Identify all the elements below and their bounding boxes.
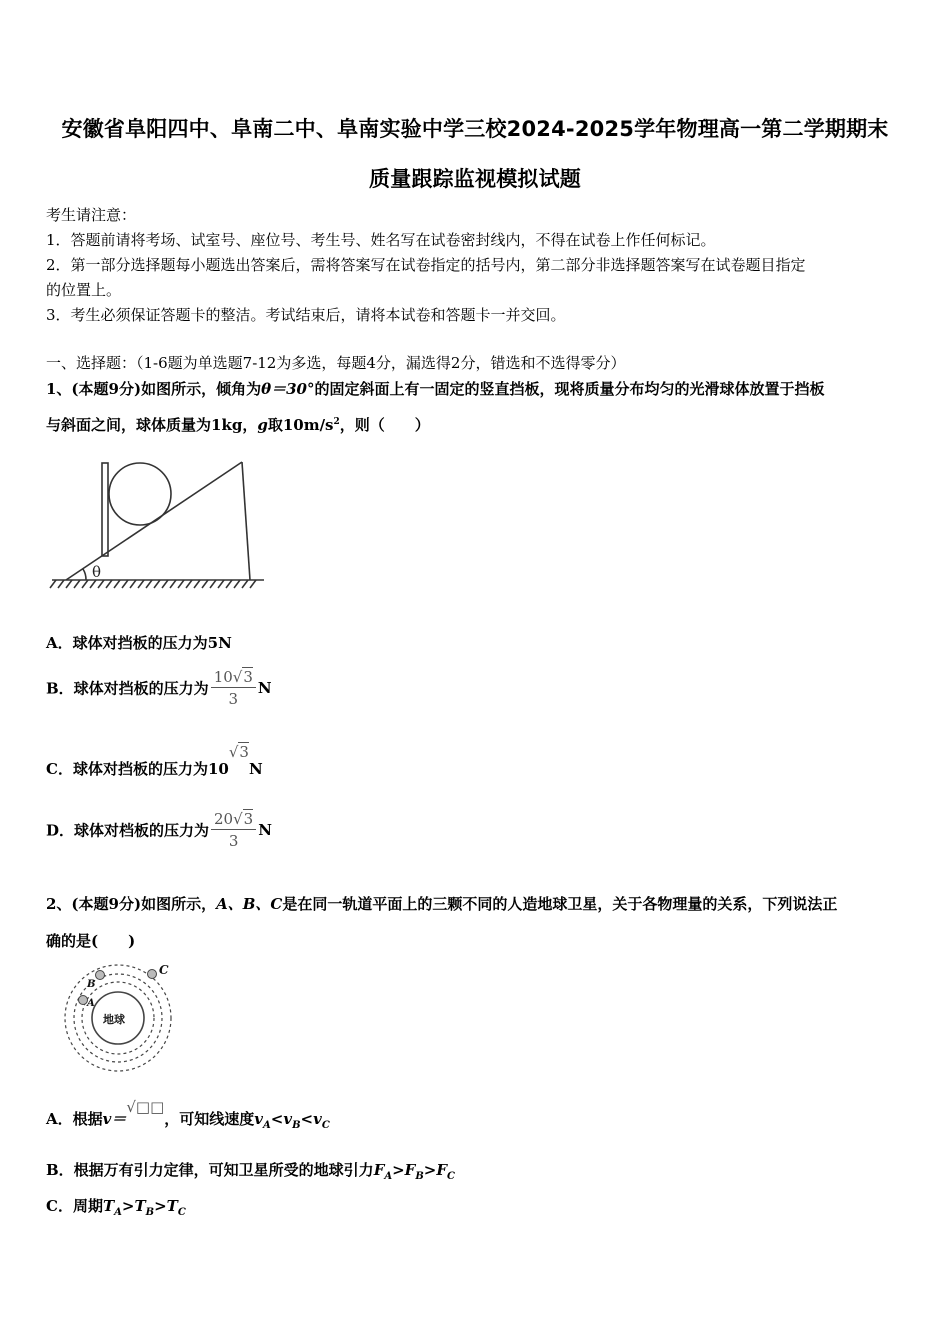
- q1-stem-a: 1、(本题9分)如图所示，倾角为: [46, 380, 262, 398]
- q1-option-b-prefix: B．球体对挡板的压力为: [46, 679, 209, 698]
- q1-theta: θ＝30°: [261, 380, 315, 398]
- q1-exp: 2: [333, 417, 340, 427]
- q1-b-den: 3: [228, 690, 239, 708]
- sub-a: A: [384, 1171, 393, 1182]
- q1-option-c-unit: N: [248, 760, 263, 778]
- satellite-c: [148, 970, 157, 979]
- q1-d-coef: 20: [214, 810, 234, 828]
- t-sym: T: [102, 1197, 115, 1215]
- q1-stem-line2: [46, 414, 910, 435]
- q1-option-b-fraction: $\frac{10√3}{3}$: [211, 668, 256, 708]
- gt-f: >F: [392, 1161, 416, 1179]
- angle-arc: [83, 569, 86, 580]
- ball: [109, 463, 171, 525]
- q1-option-d-fraction: $\frac{20√3}{3}$: [211, 810, 256, 850]
- label-a: A: [87, 998, 95, 1009]
- q1-option-a: A．球体对挡板的压力为5N: [46, 634, 232, 652]
- orbit-figure: [56, 958, 186, 1078]
- ground-hatching: [50, 580, 256, 588]
- section-heading: 一、选择题：（1-6题为单选题7-12为多选，每题4分，漏选得2分，错选和不选得零分）: [46, 354, 626, 372]
- v-sym: v: [254, 1110, 263, 1128]
- q1-option-c-sqrt: √3: [228, 743, 249, 761]
- q1-stem-e: ，则（ ）: [339, 416, 430, 434]
- notice-item-3: 3．考生必须保证答题卡的整洁。考试结束后，请将本试卷和答题卡一并交回。: [46, 306, 566, 324]
- q2-stem-line2: 确的是( ): [46, 932, 136, 950]
- gt-t: >T: [121, 1197, 146, 1215]
- f-sym: F: [373, 1161, 385, 1179]
- incline-back: [242, 462, 250, 580]
- sub-a: A: [263, 1120, 271, 1131]
- q1-option-b-unit: N: [257, 679, 272, 697]
- sub-c: C: [177, 1207, 186, 1218]
- q2-a-v: v＝: [102, 1110, 127, 1128]
- q2-b-relation: [373, 1161, 455, 1182]
- label-c: C: [159, 963, 169, 977]
- q1-option-c-prefix: C．球体对挡板的压力为10: [46, 760, 229, 778]
- theta-label: θ: [92, 563, 102, 581]
- q1-option-d-unit: N: [258, 821, 272, 839]
- q2-stem-b: 是在同一轨道平面上的三颗不同的人造地球卫星，关于各物理量的关系，下列说法正: [282, 895, 838, 913]
- q1-stem-line1: [46, 378, 910, 399]
- gt-t: >T: [154, 1197, 178, 1215]
- q1-option-d: [46, 810, 272, 850]
- q2-abc: A、B、C: [216, 895, 283, 913]
- notice-item-2: 2．第一部分选择题每小题选出答案后，需将答案写在试卷指定的括号内，第二部分非选择题答案写在试卷题目指定: [46, 256, 806, 274]
- q1-g: g: [257, 416, 268, 434]
- lt-v: <v: [270, 1110, 293, 1128]
- q1-d-rad: 3: [243, 810, 254, 828]
- q2-option-a: [46, 1098, 330, 1131]
- q2-option-c: [46, 1195, 186, 1218]
- q1-stem-c: 与斜面之间，球体质量为1kg，: [46, 416, 258, 434]
- sub-c: C: [447, 1171, 455, 1182]
- q1-b-coef: 10: [213, 668, 233, 686]
- incline-figure: [44, 445, 274, 605]
- sub-c: C: [321, 1120, 330, 1131]
- barrier: [102, 463, 108, 556]
- satellite-b: [96, 971, 105, 980]
- q2-stem-line1: [46, 893, 910, 914]
- q1-b-rad: 3: [243, 668, 253, 686]
- page-title-line2: 质量跟踪监视模拟试题: [369, 167, 581, 191]
- q2-stem-a: 2、(本题9分)如图所示，: [46, 895, 217, 913]
- gt-f: >F: [423, 1161, 447, 1179]
- sub-b: B: [292, 1120, 301, 1131]
- q1-c-rad: 3: [239, 743, 249, 761]
- q1-option-d-prefix: D．球体对档板的压力为: [46, 821, 210, 840]
- sub-a: A: [114, 1207, 122, 1218]
- q2-a-prefix: A．根据: [46, 1110, 103, 1128]
- q1-stem-d: 取10m/s: [267, 416, 334, 434]
- q2-c-prefix: C．周期: [46, 1197, 103, 1215]
- q1-d-den: 3: [228, 832, 239, 850]
- sub-b: B: [145, 1207, 155, 1218]
- q1-option-b: [46, 668, 272, 708]
- label-b: B: [87, 979, 96, 990]
- q2-a-relation: [254, 1110, 330, 1131]
- q1-stem-b: 的固定斜面上有一固定的竖直挡板，现将质量分布均匀的光滑球体放置于挡板: [314, 380, 825, 398]
- notice-item-2-cont: 的位置上。: [46, 281, 122, 299]
- q2-a-mid: ，可知线速度: [164, 1110, 255, 1128]
- q2-option-b: [46, 1159, 455, 1182]
- earth-label: 地球: [103, 1013, 125, 1026]
- notice-item-1: 1．答题前请将考场、试室号、座位号、考生号、姓名写在试卷密封线内，不得在试卷上作任何标记。: [46, 231, 716, 249]
- lt-v: <v: [300, 1110, 322, 1128]
- notice-heading: 考生请注意：: [46, 206, 137, 224]
- q1-option-c: [46, 743, 263, 779]
- sub-b: B: [415, 1171, 424, 1182]
- q2-a-sqrt: √□□: [126, 1098, 165, 1116]
- page-title-line1: 安徽省阜阳四中、阜南二中、阜南实验中学三校2024-2025学年物理高一第二学期期末: [61, 117, 889, 141]
- q2-c-relation: [102, 1197, 186, 1218]
- q2-b-text: B．根据万有引力定律，可知卫星所受的地球引力: [46, 1161, 374, 1179]
